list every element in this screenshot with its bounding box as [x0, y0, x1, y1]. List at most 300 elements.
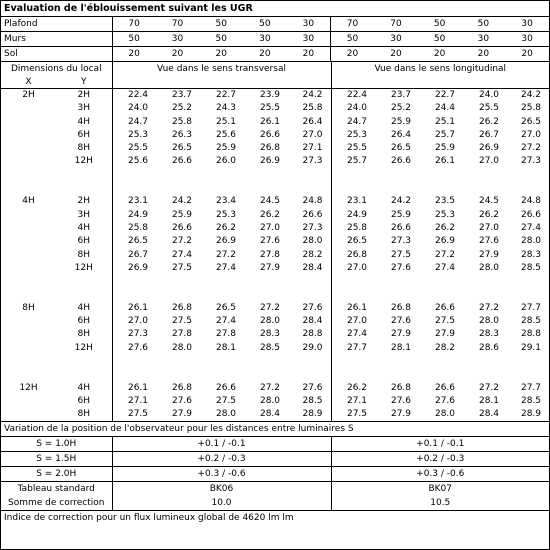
reflectance-value: 20	[418, 47, 462, 62]
ugr-row	[1, 102, 549, 115]
standard-longitudinal: BK07	[428, 484, 453, 495]
correction-row	[1, 496, 549, 511]
ugr-transverse-value: 27.6	[127, 342, 149, 353]
ugr-longitudinal-value: 28.0	[478, 316, 500, 327]
ugr-longitudinal-value: 26.5	[331, 235, 375, 248]
ugr-longitudinal-value: 25.9	[390, 209, 412, 220]
ugr-row	[1, 116, 549, 129]
reflectance-value: 30	[156, 32, 200, 47]
reflectance-label: Plafond	[1, 17, 112, 32]
spacer-cell	[1, 182, 56, 195]
ugr-longitudinal-value: 25.9	[434, 143, 456, 154]
ugr-row	[1, 129, 549, 142]
room-x	[1, 222, 56, 235]
room-y: 3H	[56, 102, 112, 115]
ugr-longitudinal-value: 28.0	[419, 408, 463, 422]
ugr-transverse-value: 25.2	[171, 103, 193, 114]
ugr-transverse-value: 27.1	[127, 395, 149, 406]
ugr-transverse-value: 28.0	[259, 395, 281, 406]
ugr-longitudinal-value: 27.2	[434, 249, 456, 260]
ugr-row	[1, 302, 549, 315]
reflectance-value: 50	[418, 32, 462, 47]
ugr-row	[1, 195, 549, 208]
ugr-transverse-value: 26.9	[127, 262, 149, 273]
room-y: 4H	[56, 222, 112, 235]
ugr-transverse-value: 25.8	[171, 116, 193, 127]
ugr-transverse-value: 27.6	[302, 382, 323, 393]
variation-row	[1, 437, 549, 452]
room-x	[1, 235, 56, 248]
ugr-row	[1, 262, 549, 275]
ugr-transverse-value: 25.3	[127, 129, 149, 140]
ugr-longitudinal-value: 28.6	[478, 342, 500, 353]
ugr-transverse-value: 25.1	[215, 116, 237, 127]
ugr-row	[1, 222, 549, 235]
ugr-longitudinal-value: 25.3	[434, 209, 456, 220]
room-y: 8H	[56, 408, 112, 422]
reflectance-value: 50	[112, 32, 156, 47]
ugr-transverse-value: 28.0	[259, 316, 281, 327]
ugr-longitudinal-value: 26.8	[390, 302, 412, 313]
ugr-longitudinal-value: 24.4	[434, 103, 456, 114]
ugr-transverse-value: 26.0	[215, 156, 237, 167]
ugr-row	[1, 395, 549, 408]
ugr-transverse-value: 26.1	[127, 302, 149, 313]
ugr-transverse-value: 25.5	[259, 103, 281, 114]
ugr-longitudinal-value: 26.7	[478, 129, 500, 140]
reflectance-row	[1, 47, 549, 62]
ugr-longitudinal-value: 27.6	[390, 395, 412, 406]
ugr-longitudinal-value: 28.5	[520, 316, 542, 327]
ugr-transverse-value: 25.6	[127, 156, 149, 167]
room-y: 6H	[56, 315, 112, 328]
ugr-longitudinal-value: 25.8	[331, 222, 375, 235]
ugr-longitudinal-value: 27.1	[331, 395, 375, 408]
ugr-longitudinal-value: 28.5	[520, 395, 542, 406]
room-x	[1, 342, 56, 355]
ugr-longitudinal-value: 25.1	[434, 116, 456, 127]
spacer-cell	[1, 275, 56, 288]
ugr-transverse-value: 27.3	[302, 222, 323, 233]
ugr-transverse-value: 26.6	[302, 209, 323, 220]
reflectance-value: 20	[156, 47, 200, 62]
room-x: 2H	[22, 90, 35, 100]
spacer-cell	[56, 368, 112, 381]
reflectance-label: Murs	[1, 32, 112, 47]
variation-row	[1, 452, 549, 467]
spacer-cell	[112, 275, 331, 288]
ugr-longitudinal-value: 27.7	[520, 302, 542, 313]
column-header-row	[1, 62, 549, 76]
ugr-row	[1, 315, 549, 328]
spacer-cell	[56, 288, 112, 301]
reflectance-value: 70	[374, 17, 418, 32]
reflectance-value: 20	[287, 47, 331, 62]
ugr-longitudinal-value: 28.1	[390, 342, 412, 353]
ugr-longitudinal-value: 26.6	[434, 382, 456, 393]
spacer-cell	[331, 169, 549, 182]
ugr-longitudinal-value: 24.0	[331, 102, 375, 115]
spacer-cell	[112, 169, 331, 182]
ugr-transverse-value: 28.0	[171, 342, 193, 353]
ugr-transverse-value: 28.5	[259, 342, 281, 353]
ugr-longitudinal-value: 26.4	[390, 129, 412, 140]
ugr-longitudinal-value: 28.0	[478, 262, 500, 273]
ugr-transverse-value: 26.2	[215, 222, 237, 233]
ugr-transverse-value: 27.6	[171, 395, 193, 406]
ugr-transverse-value: 26.8	[171, 302, 193, 313]
ugr-transverse-value: 27.6	[259, 236, 281, 247]
ugr-transverse-value: 29.0	[302, 342, 323, 353]
ugr-longitudinal-value: 27.7	[520, 382, 542, 393]
ugr-longitudinal-value: 28.8	[520, 329, 542, 340]
ugr-transverse-value: 27.6	[302, 302, 323, 313]
ugr-longitudinal-value: 28.3	[478, 329, 500, 340]
spacer-cell	[112, 288, 331, 301]
ugr-transverse-value: 24.7	[127, 116, 149, 127]
room-x	[1, 102, 56, 115]
ugr-transverse-value: 26.5	[171, 143, 193, 154]
ugr-transverse-value: 27.0	[259, 222, 281, 233]
correction-note: Indice de correction pour un flux lumineux global de 4620 lm lm	[4, 513, 294, 524]
ugr-transverse-value: 28.4	[302, 262, 323, 273]
transverse-spacer	[112, 76, 331, 89]
ugr-transverse-value: 26.7	[127, 249, 149, 260]
ugr-longitudinal-value: 27.9	[434, 329, 456, 340]
spacing-label: S = 2.0H	[1, 467, 112, 482]
x-label: X	[1, 76, 56, 89]
y-label: Y	[56, 76, 112, 89]
room-x	[1, 116, 56, 129]
ugr-longitudinal-value: 26.9	[478, 143, 500, 154]
ugr-transverse-value: 24.2	[171, 196, 193, 207]
room-x	[1, 209, 56, 222]
reflectance-value: 70	[156, 17, 200, 32]
ugr-row	[1, 235, 549, 248]
ugr-row	[1, 342, 549, 355]
reflectance-value: 70	[112, 17, 156, 32]
reflectance-value: 30	[243, 32, 287, 47]
ugr-longitudinal-value: 24.2	[390, 196, 412, 207]
reflectance-value: 20	[243, 47, 287, 62]
group-spacer	[1, 275, 549, 288]
reflectance-label: Sol	[1, 47, 112, 62]
ugr-transverse-value: 28.4	[302, 316, 323, 327]
ugr-longitudinal-value: 28.4	[463, 408, 507, 422]
ugr-transverse-value: 26.5	[215, 302, 237, 313]
ugr-transverse-value: 27.8	[171, 329, 193, 340]
ugr-longitudinal-value: 23.1	[331, 195, 375, 208]
room-y: 12H	[56, 342, 112, 355]
ugr-longitudinal-value: 25.3	[331, 129, 375, 142]
ugr-transverse-value: 27.3	[302, 156, 323, 167]
room-x	[1, 328, 56, 341]
room-x	[1, 155, 56, 168]
ugr-longitudinal-value: 26.5	[390, 143, 412, 154]
spacer-cell	[1, 169, 56, 182]
group-spacer	[1, 169, 549, 182]
ugr-transverse-value: 28.0	[200, 408, 244, 422]
reflectance-value: 30	[287, 32, 331, 47]
room-y: 12H	[56, 155, 112, 168]
ugr-transverse-value: 25.8	[302, 103, 323, 114]
ugr-longitudinal-value: 27.9	[478, 249, 500, 260]
ugr-transverse-value: 27.8	[215, 329, 237, 340]
ugr-longitudinal-value: 25.8	[520, 103, 542, 114]
transverse-label: Vue dans le sens transversal	[157, 64, 286, 74]
group-spacer	[1, 355, 549, 368]
ugr-transverse-value: 27.0	[302, 129, 323, 140]
room-y: 12H	[56, 262, 112, 275]
room-y: 6H	[56, 235, 112, 248]
room-y: 2H	[56, 89, 112, 103]
ugr-row	[1, 155, 549, 168]
correction-longitudinal: 10.5	[331, 496, 549, 511]
ugr-longitudinal-value: 29.1	[520, 342, 542, 353]
spacer-cell	[331, 368, 549, 381]
room-y: 4H	[56, 302, 112, 315]
ugr-longitudinal-value: 27.5	[390, 249, 412, 260]
ugr-transverse-value: 27.5	[171, 316, 193, 327]
ugr-longitudinal-value: 27.6	[390, 262, 412, 273]
longitudinal-label: Vue dans le sens longitudinal	[331, 62, 549, 76]
ugr-transverse-value: 27.2	[259, 382, 281, 393]
standard-transverse: BK06	[112, 482, 331, 497]
ugr-longitudinal-value: 27.5	[434, 316, 456, 327]
dimensions-label: Dimensions du local	[1, 62, 112, 76]
ugr-transverse-value: 23.1	[127, 196, 149, 207]
ugr-transverse-value: 27.5	[171, 262, 193, 273]
ugr-transverse-value: 27.9	[259, 262, 281, 273]
ugr-longitudinal-value: 26.2	[331, 382, 375, 395]
group-spacer	[1, 182, 549, 195]
ugr-transverse-value: 25.3	[215, 209, 237, 220]
ugr-transverse-value: 27.8	[259, 249, 281, 260]
ugr-longitudinal-value: 25.5	[331, 142, 375, 155]
spacer-cell	[331, 275, 549, 288]
ugr-longitudinal-value: 24.8	[520, 196, 542, 207]
ugr-transverse-value: 26.6	[171, 222, 193, 233]
ugr-longitudinal-value: 27.0	[478, 222, 500, 233]
room-y: 2H	[56, 195, 112, 208]
ugr-longitudinal-value: 26.6	[390, 156, 412, 167]
spacer-cell	[331, 288, 549, 301]
ugr-transverse-value: 26.4	[302, 116, 323, 127]
ugr-row	[1, 209, 549, 222]
ugr-longitudinal-value: 26.1	[331, 302, 375, 315]
ugr-longitudinal-value: 27.0	[331, 315, 375, 328]
reflectance-value: 50	[418, 17, 462, 32]
spacer-cell	[1, 355, 56, 368]
ugr-longitudinal-value: 28.1	[478, 395, 500, 406]
room-x: 4H	[22, 196, 35, 207]
ugr-longitudinal-value: 27.4	[434, 262, 456, 273]
ugr-transverse-value: 23.4	[215, 196, 237, 207]
ugr-longitudinal-value: 24.9	[331, 209, 375, 222]
ugr-longitudinal-value: 26.9	[434, 236, 456, 247]
ugr-longitudinal-value: 27.3	[390, 236, 412, 247]
spacer-cell	[56, 182, 112, 195]
ugr-longitudinal-value: 27.6	[390, 316, 412, 327]
ugr-transverse-value: 25.9	[215, 143, 237, 154]
ugr-longitudinal-value: 28.9	[507, 408, 549, 422]
spacing-label: S = 1.5H	[1, 452, 112, 467]
ugr-longitudinal-value: 26.8	[331, 249, 375, 262]
ugr-longitudinal-value: 25.2	[390, 103, 412, 114]
room-y: 4H	[56, 116, 112, 129]
spacer-cell	[56, 169, 112, 182]
spacer-cell	[112, 182, 331, 195]
ugr-transverse-value: 26.8	[259, 143, 281, 154]
ugr-longitudinal-value: 26.2	[434, 222, 456, 233]
ugr-transverse-value: 28.4	[244, 408, 288, 422]
ugr-transverse-value: 24.5	[259, 196, 281, 207]
reflectance-value: 30	[462, 32, 506, 47]
ugr-transverse-value: 26.6	[215, 382, 237, 393]
ugr-transverse-value: 28.5	[302, 395, 323, 406]
ugr-transverse-value: 23.9	[259, 90, 281, 100]
ugr-longitudinal-value: 26.1	[434, 156, 456, 167]
ugr-row	[1, 382, 549, 395]
ugr-transverse-value: 28.9	[288, 408, 331, 422]
ugr-longitudinal-value: 26.6	[434, 302, 456, 313]
ugr-longitudinal-value: 27.3	[520, 156, 542, 167]
ugr-transverse-value: 28.1	[215, 342, 237, 353]
ugr-longitudinal-value: 26.5	[520, 116, 542, 127]
ugr-longitudinal-value: 24.0	[478, 90, 500, 100]
room-y: 6H	[56, 395, 112, 408]
ugr-transverse-value: 27.3	[127, 329, 149, 340]
ugr-transverse-value: 27.5	[215, 395, 237, 406]
ugr-transverse-value: 24.8	[302, 196, 323, 207]
page-title: Evaluation de l'éblouissement suivant les UGR	[1, 1, 549, 17]
variation-transverse: +0.1 / -0.1	[112, 437, 331, 452]
reflectance-value: 50	[462, 17, 506, 32]
ugr-longitudinal-value: 27.2	[478, 382, 500, 393]
ugr-transverse-value: 24.2	[302, 90, 323, 100]
group-spacer	[1, 288, 549, 301]
ugr-longitudinal-value: 28.0	[520, 236, 542, 247]
ugr-transverse-value: 24.3	[215, 103, 237, 114]
variation-table	[1, 422, 549, 511]
ugr-transverse-value: 27.4	[171, 249, 193, 260]
reflectance-value: 20	[505, 47, 549, 62]
room-y: 4H	[56, 382, 112, 395]
ugr-transverse-value: 27.2	[259, 302, 281, 313]
reflectance-value: 50	[199, 17, 243, 32]
room-x	[1, 408, 56, 422]
ugr-transverse-value: 26.9	[215, 236, 237, 247]
ugr-longitudinal-value: 25.9	[390, 116, 412, 127]
ugr-longitudinal-value: 23.5	[434, 196, 456, 207]
reflectance-value: 50	[243, 17, 287, 32]
room-x	[1, 249, 56, 262]
room-y: 8H	[56, 142, 112, 155]
ugr-transverse-value: 27.0	[127, 316, 149, 327]
ugr-transverse-value: 22.4	[127, 90, 149, 100]
ugr-row	[1, 89, 549, 103]
ugr-transverse-value: 27.9	[156, 408, 200, 422]
ugr-longitudinal-value: 26.6	[390, 222, 412, 233]
ugr-longitudinal-value: 27.6	[434, 395, 456, 406]
ugr-transverse-value: 28.0	[302, 236, 323, 247]
ugr-transverse-value: 24.0	[127, 103, 149, 114]
variation-longitudinal: +0.2 / -0.3	[331, 452, 549, 467]
room-x	[1, 142, 56, 155]
ugr-longitudinal-value: 26.2	[478, 209, 500, 220]
spacer-cell	[331, 182, 549, 195]
ugr-longitudinal-value: 27.9	[390, 329, 412, 340]
ugr-transverse-value: 28.8	[302, 329, 323, 340]
reflectance-value: 20	[199, 47, 243, 62]
ugr-longitudinal-value: 25.7	[434, 129, 456, 140]
ugr-longitudinal-value: 23.7	[390, 90, 412, 100]
reflectance-value: 30	[505, 32, 549, 47]
ugr-longitudinal-value: 25.7	[331, 155, 375, 168]
ugr-row	[1, 328, 549, 341]
ugr-transverse-value: 25.6	[215, 129, 237, 140]
reflectance-row	[1, 32, 549, 47]
ugr-longitudinal-value: 27.0	[478, 156, 500, 167]
variation-transverse: +0.2 / -0.3	[112, 452, 331, 467]
standard-row	[1, 482, 549, 497]
spacer-cell	[1, 288, 56, 301]
variation-heading-row	[1, 422, 549, 437]
ugr-longitudinal-value: 26.8	[390, 382, 412, 393]
ugr-transverse-value: 26.9	[259, 156, 281, 167]
ugr-longitudinal-value: 22.4	[331, 89, 375, 103]
ugr-table	[1, 62, 549, 422]
ugr-longitudinal-value: 27.0	[331, 262, 375, 275]
ugr-transverse-value: 25.5	[127, 143, 149, 154]
ugr-longitudinal-value: 27.7	[331, 342, 375, 355]
ugr-longitudinal-value: 27.2	[520, 143, 542, 154]
ugr-longitudinal-value: 27.4	[520, 222, 542, 233]
ugr-transverse-value: 25.8	[127, 222, 149, 233]
ugr-transverse-value: 26.6	[259, 129, 281, 140]
ugr-transverse-value: 26.1	[259, 116, 281, 127]
ugr-transverse-value: 24.9	[127, 209, 149, 220]
ugr-longitudinal-value: 26.2	[478, 116, 500, 127]
ugr-transverse-value: 28.2	[302, 249, 323, 260]
spacer-cell	[112, 355, 331, 368]
ugr-transverse-value: 27.1	[302, 143, 323, 154]
ugr-transverse-value: 26.3	[171, 129, 193, 140]
spacer-cell	[1, 368, 56, 381]
ugr-transverse-value: 27.2	[171, 236, 193, 247]
group-spacer	[1, 368, 549, 381]
ugr-longitudinal-value: 27.9	[375, 408, 419, 422]
room-x	[1, 315, 56, 328]
ugr-longitudinal-value: 27.4	[331, 328, 375, 341]
room-x: 12H	[19, 382, 38, 393]
variation-heading: Variation de la position de l'observateur pour les distances entre luminaires S	[1, 422, 549, 437]
spacing-label: S = 1.0H	[1, 437, 112, 452]
ugr-transverse-value: 28.3	[259, 329, 281, 340]
ugr-longitudinal-value: 27.5	[331, 408, 375, 422]
ugr-longitudinal-value: 24.7	[331, 116, 375, 129]
correction-label: Somme de correction	[1, 496, 112, 511]
room-x	[1, 262, 56, 275]
ugr-longitudinal-value: 26.6	[520, 209, 542, 220]
reflectance-value: 20	[462, 47, 506, 62]
ugr-row	[1, 249, 549, 262]
ugr-longitudinal-value: 28.2	[434, 342, 456, 353]
ugr-row	[1, 142, 549, 155]
variation-longitudinal: +0.3 / -0.6	[331, 467, 549, 482]
xy-header-row	[1, 76, 549, 89]
ugr-longitudinal-value: 28.5	[520, 262, 542, 273]
